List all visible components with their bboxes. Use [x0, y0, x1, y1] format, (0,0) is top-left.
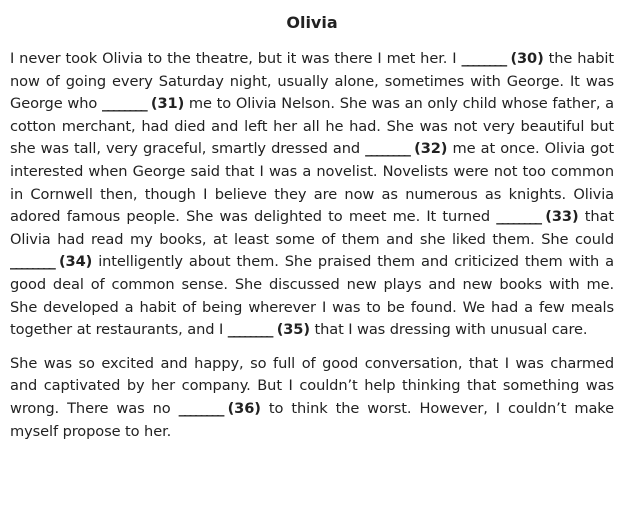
- blank-line[interactable]: ________: [10, 253, 54, 271]
- blank-line[interactable]: ________: [227, 321, 272, 339]
- blank-line[interactable]: ________: [461, 50, 506, 67]
- blank-number: (34): [58, 253, 93, 271]
- paragraph-text: that I was dressing with unusual care.: [309, 321, 588, 339]
- paragraph-text: I never took Olivia to the theatre, but it was there I met her. I: [10, 50, 462, 67]
- document-body: [10, 48, 614, 443]
- gap-fill-blank[interactable]: [461, 50, 543, 67]
- gap-fill-blank[interactable]: [179, 400, 261, 417]
- paragraph-text: me to Olivia Nelson. She was an only child whose father, a cotton merchant, had died and left her all he had. She was not very beautiful but she was tall, very graceful, smartly dressed and: [10, 95, 614, 158]
- blank-line[interactable]: ________: [496, 208, 541, 226]
- paragraph-text: She was so excited and happy, so full of good conversation, that I was charmed and captivated by her company. But I couldn’t help thinking that something was wrong. There was no: [10, 354, 614, 417]
- blank-line[interactable]: ________: [178, 399, 223, 417]
- blank-number: (31): [150, 95, 185, 113]
- gap-fill-blank[interactable]: [102, 95, 184, 112]
- gap-fill-blank[interactable]: [228, 321, 310, 338]
- paragraph-text: me at once. Olivia got interested when George said that I was a novelist. Novelists were not too common in Cornwell then, though I believe they are now as numerous as knights. Olivia adored famous people. She was delighted to meet me. It turned: [10, 140, 615, 226]
- gap-fill-blank[interactable]: [10, 253, 92, 270]
- blank-number: (30): [510, 50, 544, 67]
- blank-number: (32): [414, 140, 448, 158]
- paragraph: [10, 353, 614, 443]
- paragraph-text: intelligently about them. She praised them and criticized them with a good deal of common sense. She discussed new plays and new books with me. She developed a habit of being wherever I was to be found. We had a few meals together at restaurants, and I: [10, 253, 614, 339]
- blank-line[interactable]: ________: [101, 95, 146, 113]
- document-title: Olivia: [286, 13, 338, 32]
- gap-fill-blank[interactable]: [365, 140, 447, 157]
- blank-number: (33): [545, 208, 579, 226]
- paragraph: [10, 48, 614, 342]
- blank-number: (35): [276, 321, 310, 339]
- gap-fill-blank[interactable]: [496, 208, 578, 225]
- paragraph-text: that Olivia had read my books, at least some of them and she liked them. She could: [10, 208, 614, 248]
- paragraph-text: the habit now of going every Saturday night, usually alone, sometimes with George. It was George who: [10, 50, 614, 113]
- blank-line[interactable]: ________: [365, 140, 410, 158]
- paragraph-text: to think the worst. However, I couldn’t make myself propose to her.: [10, 399, 615, 440]
- blank-number: (36): [227, 399, 261, 417]
